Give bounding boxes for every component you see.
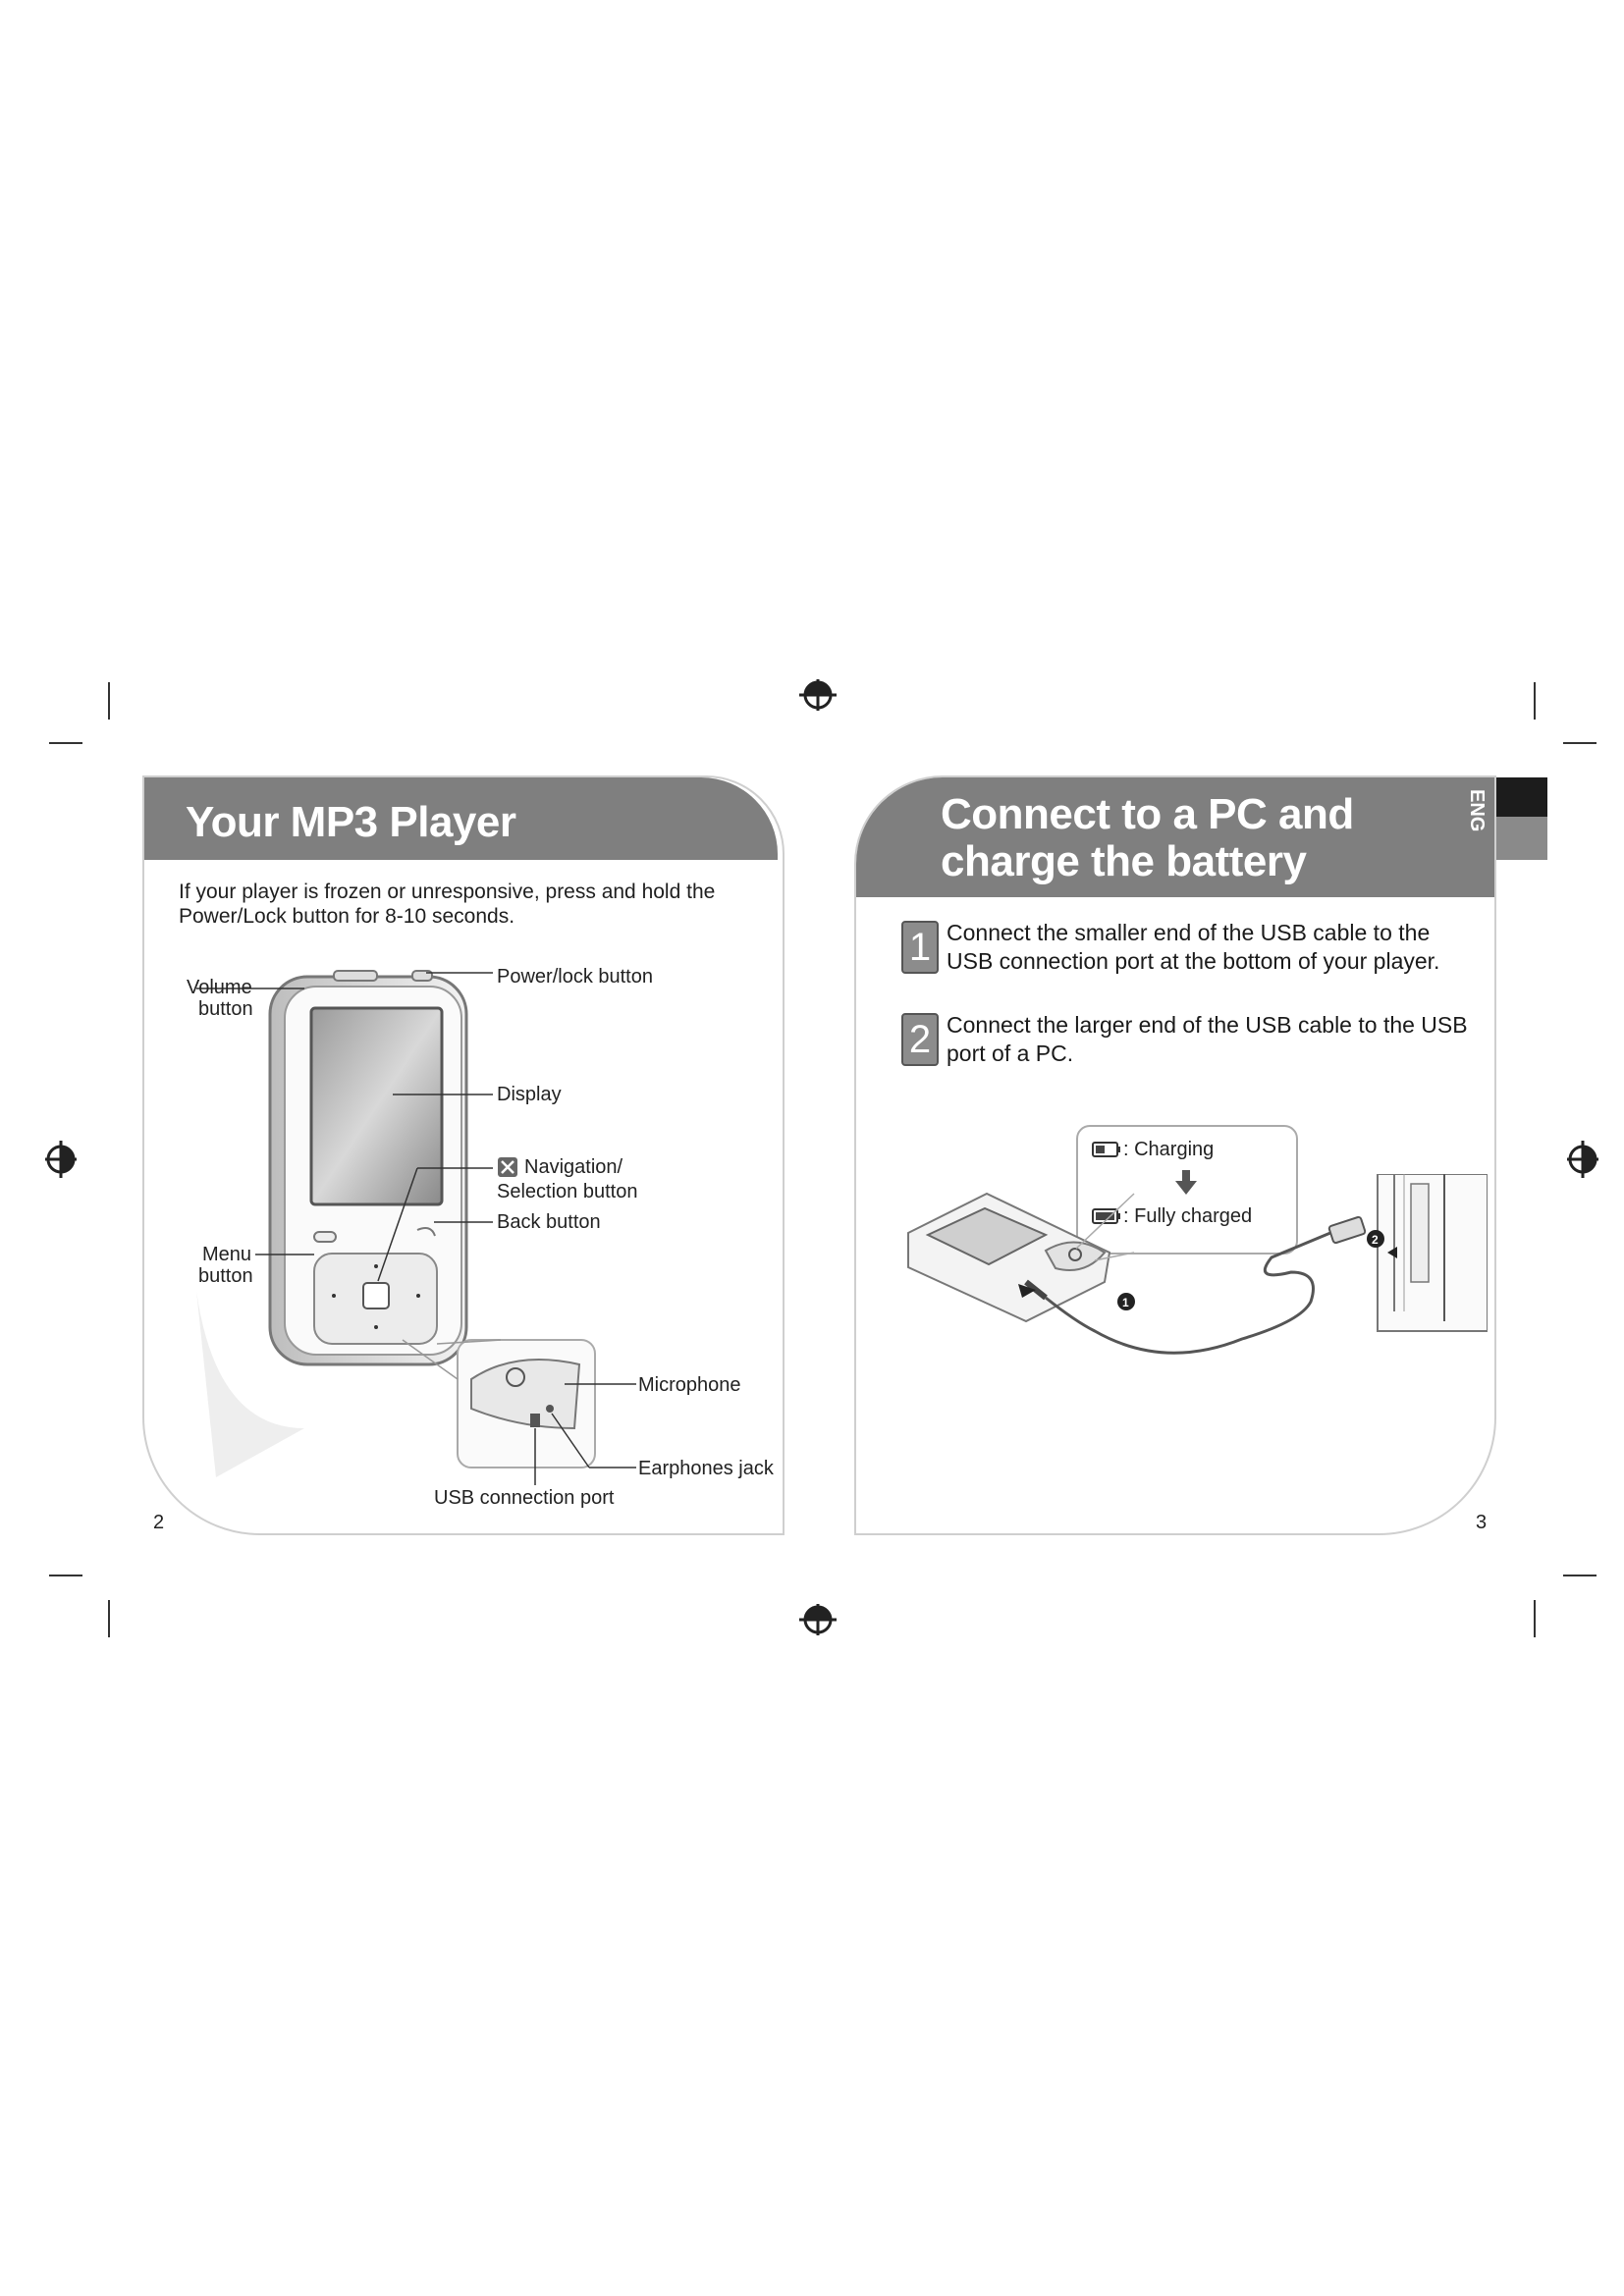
crop-mark	[49, 1575, 82, 1576]
registration-mark-icon	[795, 677, 840, 713]
step-text-1: Connect the smaller end of the USB cable to the USB connection port at the bottom of your player.	[947, 920, 1440, 974]
crop-mark	[1534, 1600, 1536, 1637]
page-number-right: 3	[1476, 1512, 1488, 1533]
step-number-2: 2	[901, 1013, 939, 1066]
right-page-header	[856, 777, 1494, 897]
volume-label-line2: button	[198, 998, 253, 1020]
page-title-line2: charge the battery	[941, 837, 1307, 885]
registration-mark-icon	[795, 1602, 840, 1637]
crop-mark	[1563, 1575, 1597, 1576]
page-number-left: 2	[153, 1512, 165, 1533]
volume-label-line1: Volume	[187, 977, 252, 998]
usb-connection-illustration	[898, 1174, 1488, 1400]
charging-status-label: : Charging	[1123, 1139, 1215, 1160]
navigation-button-icon	[497, 1156, 518, 1178]
crop-mark	[108, 1600, 110, 1637]
crop-mark	[1563, 742, 1597, 744]
menu-label-line2: button	[198, 1265, 253, 1287]
crop-mark	[49, 742, 82, 744]
page-title-line1: Connect to a PC and	[941, 790, 1354, 838]
microphone-label: Microphone	[638, 1374, 741, 1396]
intro-text: If your player is frozen or unresponsive, press and hold the Power/Lock button for 8-10 seconds.	[179, 881, 716, 928]
fully-charged-status-label: : Fully charged	[1123, 1205, 1253, 1227]
back-button-label: Back button	[497, 1211, 601, 1233]
registration-mark-icon	[1565, 1137, 1600, 1182]
step-number-1: 1	[901, 921, 939, 974]
registration-mark-icon	[43, 1137, 79, 1182]
left-page-header	[144, 777, 778, 860]
svg-text:1: 1	[1122, 1296, 1129, 1309]
step-text-2: Connect the larger end of the USB cable to the USB port of a PC.	[947, 1012, 1468, 1066]
language-tab-lower	[1496, 817, 1547, 860]
usb-port-label: USB connection port	[434, 1487, 615, 1509]
menu-label-line1: Menu	[202, 1244, 252, 1265]
crop-mark	[108, 682, 110, 720]
navigation-label-line1: Navigation/	[524, 1156, 623, 1178]
svg-text:2: 2	[1372, 1233, 1379, 1247]
language-tab-label: ENG	[1466, 789, 1488, 832]
mp3-player-illustration	[177, 967, 648, 1517]
navigation-label-line2: Selection button	[497, 1181, 638, 1202]
crop-mark	[1534, 682, 1536, 720]
display-label: Display	[497, 1084, 562, 1105]
battery-charging-icon	[1092, 1141, 1121, 1158]
power-lock-label: Power/lock button	[497, 966, 653, 988]
earphones-jack-label: Earphones jack	[638, 1458, 774, 1479]
page-title: Your MP3 Player	[186, 798, 516, 846]
